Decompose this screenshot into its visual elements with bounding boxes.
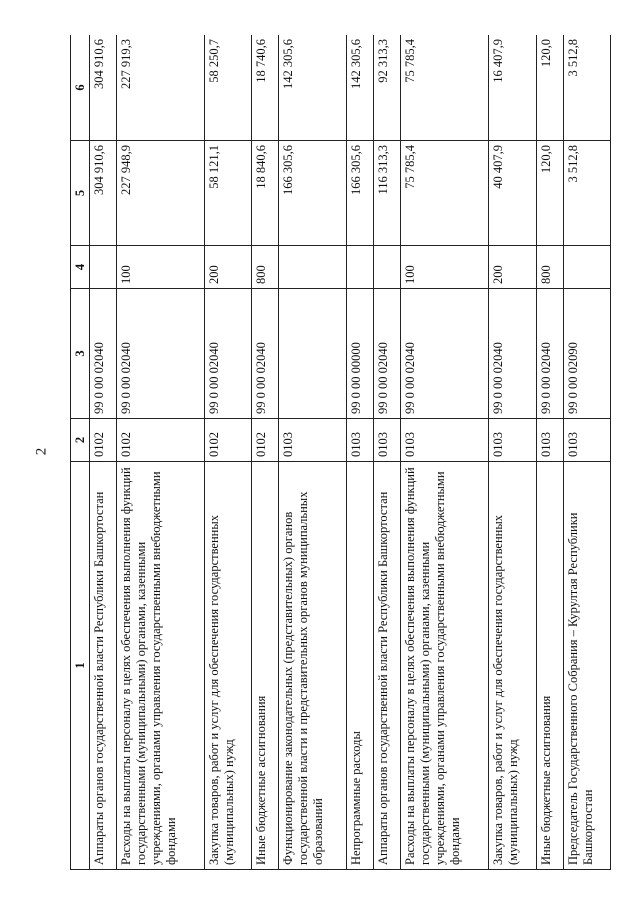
row-name: Расходы на выплаты персоналу в целях обеспечения выполнения функций государственными (муниципальными) органами, казенными учреждениями, органами управления государственными внебюджетными фондами <box>401 462 489 870</box>
row-target-code: 99 0 00 02040 <box>489 289 536 419</box>
row-target-code: 99 0 00 02040 <box>205 289 252 419</box>
row-value-5: 40 407,9 <box>489 141 536 246</box>
row-name: Иные бюджетные ассигнования <box>252 462 279 870</box>
row-value-6: 18 740,6 <box>252 35 279 141</box>
page-number: 2 <box>33 447 50 456</box>
row-name: Аппараты органов государственной власти Республики Башкортостан <box>374 462 401 870</box>
row-value-5: 166 305,6 <box>279 141 347 246</box>
col-header-4: 4 <box>71 246 90 289</box>
row-value-5: 58 121,1 <box>205 141 252 246</box>
table-row <box>374 35 401 870</box>
row-section-code: 0103 <box>279 419 347 462</box>
row-value-5: 120,0 <box>536 141 563 246</box>
row-name: Председатель Государственного Собрания – Курултая Республики Башкортостан <box>563 462 610 870</box>
row-value-6: 16 407,9 <box>489 35 536 141</box>
table-row <box>205 35 252 870</box>
budget-table <box>70 35 611 870</box>
row-value-6: 3 512,8 <box>563 35 610 141</box>
col-header-1: 1 <box>71 462 90 870</box>
col-header-3: 3 <box>71 289 90 419</box>
row-value-6: 142 305,6 <box>347 35 374 141</box>
row-section-code: 0102 <box>117 419 205 462</box>
row-value-6: 92 313,3 <box>374 35 401 141</box>
row-expense-type <box>90 246 117 289</box>
row-expense-type: 100 <box>117 246 205 289</box>
row-target-code <box>279 289 347 419</box>
row-target-code: 99 0 00 00000 <box>347 289 374 419</box>
row-value-6: 304 910,6 <box>90 35 117 141</box>
table-row <box>536 35 563 870</box>
col-header-2: 2 <box>71 419 90 462</box>
row-target-code: 99 0 00 02040 <box>117 289 205 419</box>
col-header-5: 5 <box>71 141 90 246</box>
row-expense-type <box>563 246 610 289</box>
row-section-code: 0103 <box>401 419 489 462</box>
row-name: Непрограммные расходы <box>347 462 374 870</box>
row-value-6: 75 785,4 <box>401 35 489 141</box>
row-value-6: 227 919,3 <box>117 35 205 141</box>
row-target-code: 99 0 00 02040 <box>252 289 279 419</box>
table-container <box>70 35 611 870</box>
row-section-code: 0103 <box>536 419 563 462</box>
row-name: Расходы на выплаты персоналу в целях обеспечения выполнения функций государственными (муниципальными) органами, казенными учреждениями, органами управления государственными внебюджетными фондами <box>117 462 205 870</box>
row-value-5: 3 512,8 <box>563 141 610 246</box>
col-header-6: 6 <box>71 35 90 141</box>
row-target-code: 99 0 00 02040 <box>536 289 563 419</box>
row-expense-type: 200 <box>205 246 252 289</box>
row-section-code: 0103 <box>563 419 610 462</box>
row-name: Аппараты органов государственной власти Республики Башкортостан <box>90 462 117 870</box>
row-section-code: 0103 <box>374 419 401 462</box>
row-value-5: 304 910,6 <box>90 141 117 246</box>
row-section-code: 0103 <box>489 419 536 462</box>
row-expense-type: 800 <box>536 246 563 289</box>
row-name: Иные бюджетные ассигнования <box>536 462 563 870</box>
row-value-6: 142 305,6 <box>279 35 347 141</box>
row-target-code: 99 0 00 02040 <box>374 289 401 419</box>
row-value-5: 75 785,4 <box>401 141 489 246</box>
row-section-code: 0103 <box>347 419 374 462</box>
row-value-5: 227 948,9 <box>117 141 205 246</box>
row-section-code: 0102 <box>252 419 279 462</box>
table-row <box>489 35 536 870</box>
row-name: Закупка товаров, работ и услуг для обеспечения государственных (муниципальных) нужд <box>489 462 536 870</box>
row-value-6: 120,0 <box>536 35 563 141</box>
row-name: Закупка товаров, работ и услуг для обеспечения государственных (муниципальных) нужд <box>205 462 252 870</box>
row-target-code: 99 0 00 02040 <box>401 289 489 419</box>
table-row <box>563 35 610 870</box>
row-section-code: 0102 <box>90 419 117 462</box>
table-row <box>401 35 489 870</box>
table-row <box>279 35 347 870</box>
row-expense-type: 800 <box>252 246 279 289</box>
row-section-code: 0102 <box>205 419 252 462</box>
row-value-5: 116 313,3 <box>374 141 401 246</box>
row-expense-type: 100 <box>401 246 489 289</box>
header-row <box>71 35 90 870</box>
row-expense-type <box>279 246 347 289</box>
row-expense-type <box>347 246 374 289</box>
table-row <box>347 35 374 870</box>
row-value-5: 166 305,6 <box>347 141 374 246</box>
row-expense-type: 200 <box>489 246 536 289</box>
row-target-code: 99 0 00 02090 <box>563 289 610 419</box>
row-value-6: 58 250,7 <box>205 35 252 141</box>
rotated-table-frame <box>70 35 611 870</box>
row-expense-type <box>374 246 401 289</box>
table-row <box>117 35 205 870</box>
table-row <box>252 35 279 870</box>
row-name: Функционирование законодательных (представительных) органов государственной власти и представительных органов муниципальных образований <box>279 462 347 870</box>
row-target-code: 99 0 00 02040 <box>90 289 117 419</box>
row-value-5: 18 840,6 <box>252 141 279 246</box>
table-row <box>90 35 117 870</box>
